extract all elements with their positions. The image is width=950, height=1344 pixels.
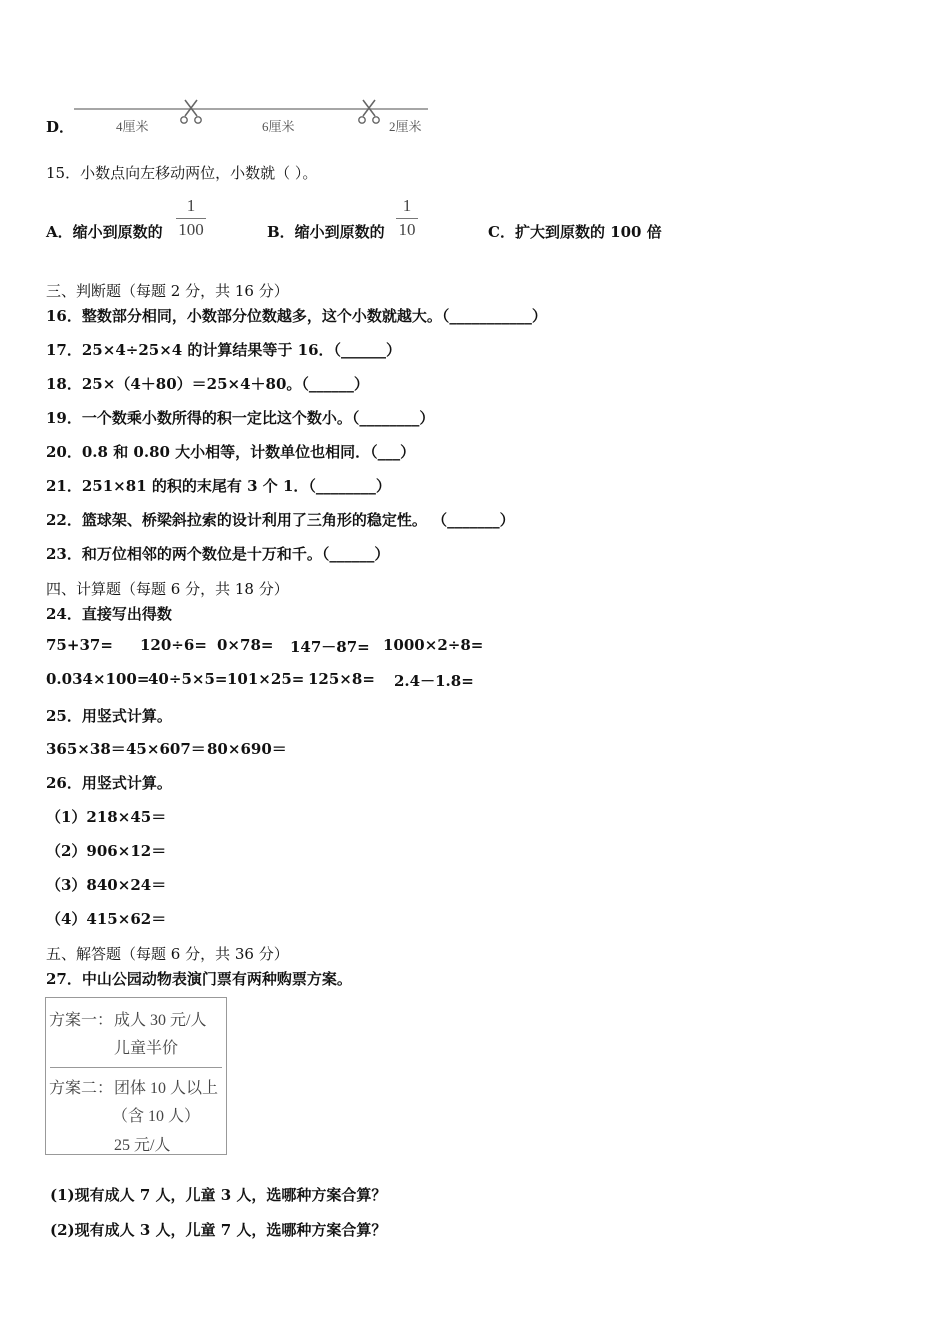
calc-item: 365×38＝ [46,740,126,758]
calc-item: 0.034×100= [46,670,150,688]
option-b-label: B．缩小到原数的 [267,223,385,241]
calc-item: （4）415×62＝ [46,910,167,928]
plan-2-label: 方案二： [49,1080,114,1097]
question-18: 18．25×（4＋80）＝25×4＋80。（______） [46,375,369,393]
question-21: 21．251×81 的积的末尾有 3 个 1．（________） [46,477,391,495]
plan-2-line-2: （含 10 人） [112,1108,201,1125]
question-23: 23．和万位相邻的两个数位是十万和千。（______） [46,545,390,563]
calc-item: 2.4－1.8= [394,672,474,690]
segment-label-1: 4厘米 [116,119,149,134]
calc-item: 0×78= [217,636,274,654]
question-19: 19．一个数乘小数所得的积一定比这个数小。（________） [46,409,435,427]
calc-item: 40÷5×5= [148,670,228,688]
fraction-denominator: 100 [178,220,204,239]
segment-label-2: 6厘米 [262,119,295,134]
question-22: 22．篮球架、桥梁斜拉索的设计利用了三角形的稳定性。 （_______） [46,511,515,529]
calc-item: 1000×2÷8= [383,636,484,654]
calc-item: 147－87= [290,638,370,656]
fraction-numerator: 1 [186,196,196,215]
ticket-plan-box [45,997,227,1155]
question-27-sub-2: (2)现有成人 3 人，儿童 7 人，选哪种方案合算？ [50,1221,387,1239]
plan-divider [50,1067,222,1068]
plan-1-label: 方案一： [49,1012,114,1029]
question-26: 26．用竖式计算。 [46,774,172,792]
option-a-label: A．缩小到原数的 [46,223,163,241]
section-4-heading: 四、计算题（每题 6 分，共 18 分） [46,580,289,598]
question-20: 20．0.8 和 0.80 大小相等，计数单位也相同．（___） [46,443,416,461]
plan-2-line-1: 团体 10 人以上 [114,1080,219,1097]
segment-label-3: 2厘米 [389,119,422,134]
question-25: 25．用竖式计算。 [46,707,172,725]
calc-item: （3）840×24＝ [46,876,167,894]
fraction-one-hundredth [176,196,206,240]
fraction-bar [396,218,418,219]
fraction-bar [176,218,206,219]
scissors-icon [179,98,203,126]
calc-item: 125×8= [308,670,375,688]
question-16: 16．整数部分相同，小数部分位数越多，这个小数就越大。（___________） [46,307,547,325]
fraction-one-tenth [396,196,418,240]
plan-1-line-1: 成人 30 元/人 [114,1012,207,1029]
fraction-numerator: 1 [402,196,412,215]
question-27-sub-1: (1)现有成人 7 人，儿童 3 人，选哪种方案合算？ [50,1186,387,1204]
question-24: 24．直接写出得数 [46,605,172,623]
section-3-heading: 三、判断题（每题 2 分，共 16 分） [46,282,289,300]
calc-item: （2）906×12＝ [46,842,167,860]
section-5-heading: 五、解答题（每题 6 分，共 36 分） [46,945,289,963]
calc-item: 120÷6= [140,636,207,654]
cut-rope-figure [70,96,432,136]
calc-item: 45×607＝ [126,740,206,758]
plan-2-line-3: 25 元/人 [114,1137,171,1154]
question-15-stem: 15．小数点向左移动两位，小数就（ ）。 [46,164,318,182]
plan-1-line-2: 儿童半价 [114,1040,179,1057]
option-d-label: D． [46,118,75,136]
scissors-icon [357,98,381,126]
calc-item: 101×25= [227,670,305,688]
calc-item: （1）218×45＝ [46,808,167,826]
question-27: 27．中山公园动物表演门票有两种购票方案。 [46,970,352,988]
calc-item: 80×690＝ [207,740,287,758]
option-c-label: C．扩大到原数的 100 倍 [488,223,662,241]
calc-item: 75+37= [46,636,113,654]
fraction-denominator: 10 [398,220,416,239]
question-17: 17．25×4÷25×4 的计算结果等于 16．（______） [46,341,402,359]
